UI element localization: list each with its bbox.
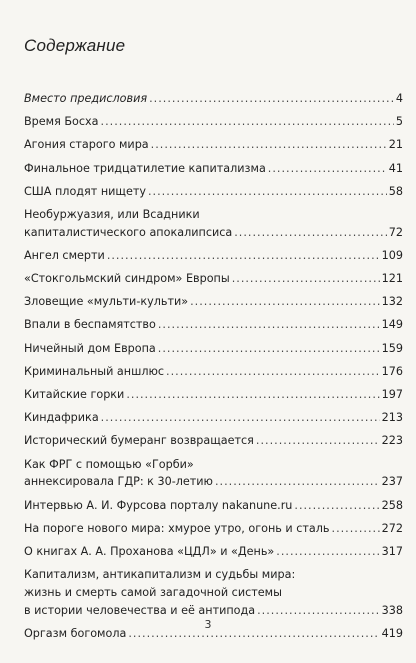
toc-entry-title: Как ФРГ с помощью «Горби» [24, 457, 194, 471]
toc-entry-line [24, 497, 403, 515]
toc-entry-page: 5 [395, 115, 403, 129]
toc-entry-title: жизнь и смерть самой загадочной системы [24, 585, 282, 599]
toc-entry-line [24, 247, 403, 265]
toc-entry-line [24, 473, 403, 491]
toc-entry-title: капиталистического апокалипсиса [24, 225, 233, 239]
toc-entry-page: 159 [381, 341, 403, 355]
toc-entry [24, 340, 403, 358]
toc-entry [24, 160, 403, 178]
toc-entry-page: 109 [381, 248, 403, 262]
dot-leader [148, 183, 387, 201]
dot-leader [151, 136, 387, 154]
toc-entry-line [24, 183, 403, 201]
toc-entry-line [24, 340, 403, 358]
toc-entry-title: На пороге нового мира: хмурое утро, огонь и сталь [24, 521, 330, 535]
toc-entry-title: Время Босха [24, 115, 99, 129]
toc-entry-line [24, 363, 403, 381]
toc-entry-title: Необуржуазия, или Всадники [24, 207, 200, 221]
toc-entry-page: 272 [381, 521, 403, 535]
table-of-contents [24, 90, 403, 643]
toc-entry-line [24, 584, 403, 602]
toc-entry-page: 121 [381, 272, 403, 286]
toc-entry [24, 409, 403, 427]
toc-entry [24, 206, 403, 242]
toc-entry-page: 419 [381, 626, 403, 640]
toc-entry-page: 41 [388, 161, 403, 175]
toc-entry [24, 293, 403, 311]
dot-leader [256, 432, 380, 450]
toc-entry-line [24, 566, 403, 584]
toc-entry-line [24, 206, 403, 224]
page-number: 3 [204, 618, 212, 631]
toc-entry [24, 316, 403, 334]
toc-entry [24, 520, 403, 538]
dot-leader [107, 247, 380, 265]
toc-entry-title: Агония старого мира [24, 138, 149, 152]
toc-entry-page: 223 [381, 434, 403, 448]
toc-entry-title: Исторический бумеранг возвращается [24, 434, 254, 448]
toc-entry-title: Вместо предисловия [24, 92, 148, 105]
dot-leader [294, 497, 379, 515]
toc-entry-title: Зловещие «мульти-культи» [24, 295, 189, 309]
dot-leader [101, 409, 380, 427]
dot-leader [215, 473, 380, 491]
dot-leader [232, 270, 380, 288]
toc-entry-page: 4 [395, 92, 403, 105]
toc-entry-title: Ангел смерти [24, 248, 105, 262]
dot-leader [149, 90, 394, 108]
dot-leader [190, 293, 380, 311]
toc-entry-line [24, 520, 403, 538]
toc-entry-title: Капитализм, антикапитализм и судьбы мира: [24, 568, 296, 582]
toc-entry-line [24, 602, 403, 620]
toc-entry-page: 132 [381, 295, 403, 309]
toc-entry-page: 176 [381, 364, 403, 378]
toc-entry-title: Киндафрика [24, 411, 99, 425]
toc-entry-title: Финальное тридцатилетие капитализма [24, 161, 266, 175]
toc-entry-line [24, 224, 403, 242]
toc-entry-title: О книгах А. А. Проханова «ЦДЛ» и «День» [24, 544, 275, 558]
toc-entry-page: 213 [381, 411, 403, 425]
toc-entry-title: «Стокгольмский синдром» Европы [24, 272, 230, 286]
toc-entry-line [24, 432, 403, 450]
toc-entry-page: 58 [388, 184, 403, 198]
toc-entry-title: в истории человечества и её антипода [24, 603, 256, 617]
toc-entry-page: 21 [388, 138, 403, 152]
toc-entry [24, 497, 403, 515]
toc-entry-line [24, 136, 403, 154]
toc-entry-title: Впали в беспамятство [24, 318, 156, 332]
toc-entry-title: Интервью А. И. Фурсова порталу nakanune.ru [24, 498, 293, 512]
toc-entry [24, 432, 403, 450]
toc-entry [24, 386, 403, 404]
toc-entry-title: Криминальный аншлюс [24, 364, 165, 378]
toc-entry-line [24, 316, 403, 334]
toc-entry [24, 363, 403, 381]
toc-entry-page: 237 [381, 475, 403, 489]
toc-entry-page: 258 [381, 498, 403, 512]
toc-entry-title: аннексировала ГДР: к 30-летию [24, 475, 213, 489]
dot-leader [158, 316, 380, 334]
toc-entry [24, 247, 403, 265]
toc-entry-title: Китайские горки [24, 388, 125, 402]
dot-leader [257, 602, 380, 620]
toc-entry [24, 90, 403, 108]
toc-entry-page: 72 [388, 225, 403, 239]
toc-entry-line [24, 270, 403, 288]
toc-entry-page: 317 [381, 544, 403, 558]
toc-entry-page: 149 [381, 318, 403, 332]
toc-entry [24, 136, 403, 154]
toc-entry-line [24, 386, 403, 404]
toc-entry-title: Ничейный дом Европа [24, 341, 156, 355]
toc-entry-line [24, 293, 403, 311]
dot-leader [158, 340, 380, 358]
toc-entry-line [24, 409, 403, 427]
toc-entry-line [24, 113, 403, 131]
toc-entry-page: 197 [381, 388, 403, 402]
dot-leader [234, 224, 387, 242]
toc-entry-line [24, 90, 403, 108]
toc-entry [24, 113, 403, 131]
toc-entry-line [24, 543, 403, 561]
dot-leader [166, 363, 380, 381]
toc-entry-page: 338 [381, 603, 403, 617]
toc-entry [24, 566, 403, 619]
toc-entry-line [24, 456, 403, 474]
dot-leader [276, 543, 379, 561]
dot-leader [126, 386, 379, 404]
toc-entry [24, 543, 403, 561]
toc-entry [24, 183, 403, 201]
toc-entry-title: США плодят нищету [24, 184, 146, 198]
toc-entry-line [24, 160, 403, 178]
toc-entry [24, 456, 403, 492]
dot-leader [101, 113, 394, 131]
toc-entry-title: Оргазм богомола [24, 626, 127, 640]
toc-entry [24, 270, 403, 288]
dot-leader [268, 160, 387, 178]
page-title: Содержание [24, 36, 126, 55]
dot-leader [332, 520, 380, 538]
